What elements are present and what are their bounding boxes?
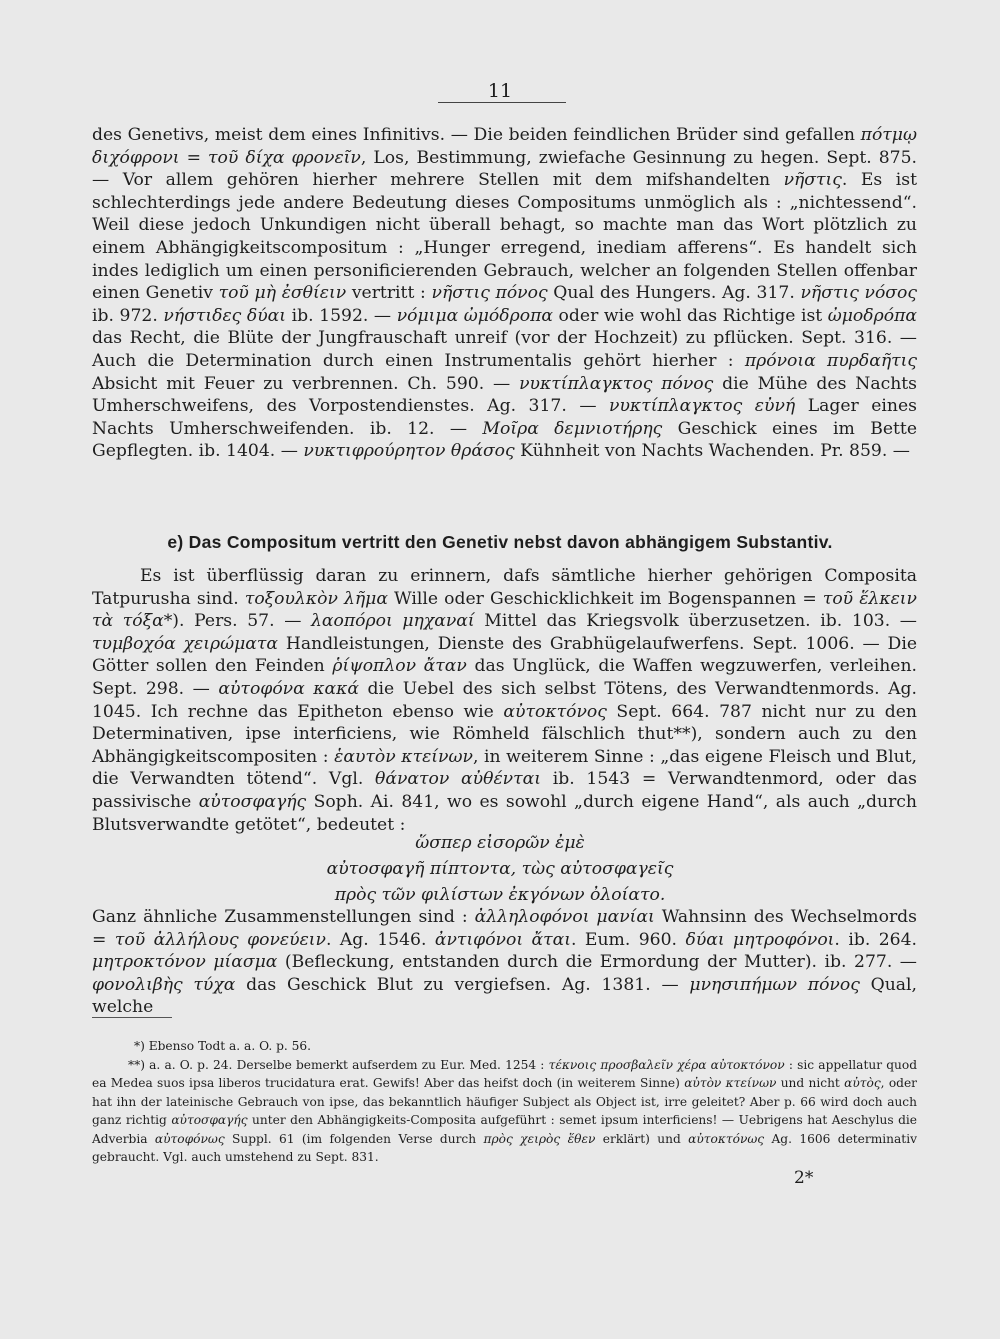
- greek-term: πρὸς χειρὸς ἕθεν: [483, 1131, 596, 1146]
- greek-term: πότμῳ διχόφρονι: [92, 125, 917, 168]
- greek-term: αὐτοσφαγής: [198, 791, 307, 812]
- greek-term: τοῦ ἀλλήλους φονεύειν: [114, 929, 326, 950]
- footnote-2: **) a. a. O. p. 24. Derselbe bemerkt aufserdem zu Eur. Med. 1254 : τέκνοις προσβαλεῖν χέρα αὐτοκτόνον : sic appellatur quod ea Medea suos ipsa liberos trucidatura erat. Gewifs! Aber das heifst doch (in weiterem Sinne) αὐτὸν κτείνων und nicht αὐτὸς, oder hat ihn der lateinische Gebrauch von ipse, das bekanntlich häufiger Subject als Object ist, irre geleitet? Aber p. 66 wird doch auch ganz richtig αὐτοσφαγής unter den Abhängigkeits-Composita aufgeführt : semet ipsum interficiens! — Uebrigens hat Aeschylus die Adverbia αὐτοφόνως Suppl. 61 (im folgenden Verse durch πρὸς χειρὸς ἕθεν erklärt) und αὐτοκτόνως Ag. 1606 determinativ gebraucht. Vgl. auch umstehend zu Sept. 831.: [92, 1058, 918, 1165]
- greek-term: πρόνοια πυρδαῆτις: [744, 350, 917, 371]
- greek-term: νυκτιφρούρητον θράσος: [303, 441, 515, 462]
- greek-term: μητροκτόνον μίασμα: [92, 952, 278, 973]
- footnote-1: *) Ebenso Todt a. a. O. p. 56.: [134, 1039, 312, 1053]
- greek-term: νυκτίπλαγκτος εὐνή: [609, 396, 796, 417]
- paragraph-zusammenstellungen: Ganz ähnliche Zusammenstellungen sind : ἀλληλοφόνοι μανίαι Wahnsinn des Wechselmords = τοῦ ἀλλήλους φονεύειν. Ag. 1546. ἀντιφόνοι ἄται. Eum. 960. δύαι μητροφόνοι. ib. 264. μητροκτόνον μίασμα (Befleckung, entstanden durch die Ermordung der Mutter). ib. 277. — φονολιβὴς τύχα das Geschick Blut zu vergiefsen. Ag. 1381. — μνησιπήμων πόνος Qual, welche: [92, 907, 917, 1018]
- greek-term: αὐτὸς: [844, 1076, 881, 1091]
- greek-term: ἀντιφόνοι ἄται: [434, 929, 572, 950]
- page-number-rule: [438, 102, 566, 103]
- greek-term: αὐτοφόνα κακά: [218, 678, 360, 699]
- greek-term: τοῦ ἕλκειν τὰ τόξα: [92, 588, 917, 632]
- greek-term: τοῦ δίχα φρονεῖν: [208, 147, 361, 168]
- greek-term: λαοπόροι μηχαναί: [311, 611, 475, 632]
- greek-term: αὐτοσφαγής: [171, 1113, 248, 1128]
- paragraph-compositum-genetiv: Es ist überflüssig daran zu erinnern, dafs sämtliche hierher gehörigen Composita Tatpurusha sind. τοξουλκὸν λῆμα Wille oder Geschicklichkeit im Bogenspannen = τοῦ ἕλκειν τὰ τόξα*). Pers. 57. — λαοπόροι μηχαναί Mittel das Kriegsvolk überzusetzen. ib. 103. — τυμβοχόα χειρώματα Handleistungen, Dienste des Grabhügelaufwerfens. Sept. 1006. — Die Götter sollen den Feinden ῥίψοπλον ἄταν das Unglück, die Waffen wegzuwerfen, verleihen. Sept. 298. — αὐτοφόνα κακά die Uebel des sich selbst Tötens, des Verwandtenmords. Ag. 1045. Ich rechne das Epitheton ebenso wie αὐτοκτόνος Sept. 664. 787 nicht nur zu den Determinativen, ipse interficiens, wie Römheld fälschlich thut**), sondern auch zu den Abhängigkeitscompositen : ἑαυτὸν κτείνων, in weiterem Sinne : „das eigene Fleisch und Blut, die Verwandten tötend“. Vgl. θάνατον αὐθένται ib. 1543 = Verwandtenmord, oder das passivische αὐτοσφαγής Soph. Ai. 841, wo es sowohl „durch eigene Hand“, als auch „durch Blutsverwandte getötet“, bedeutet :: [92, 566, 918, 835]
- greek-term: δύαι μητροφόνοι: [685, 929, 835, 950]
- greek-term: φονολιβὴς τύχα: [92, 974, 236, 995]
- greek-term: νῆστις: [783, 170, 842, 191]
- verse-line: αὐτοσφαγῆ πίπτοντα, τὼς αὐτοσφαγεῖς: [326, 859, 674, 879]
- greek-term: τοῦ μὴ ἐσθίειν: [218, 283, 347, 304]
- footnote-rule: [92, 1017, 172, 1018]
- greek-term: τέκνοις προσβαλεῖν χέρα αὐτοκτόνον: [548, 1058, 785, 1072]
- verse-line: πρὸς τῶν φιλίστων ἐκγόνων ὀλοίατο.: [334, 885, 666, 905]
- greek-term: νυκτίπλαγκτος πόνος: [519, 373, 714, 394]
- greek-term: ἑαυτὸν κτείνων: [334, 746, 473, 767]
- greek-term: νήστιδες δύαι: [163, 305, 287, 326]
- paragraph-genetiv-infinitiv: des Genetivs, meist dem eines Infinitivs. — Die beiden feindlichen Brüder sind gefallen πότμῳ διχόφρονι = τοῦ δίχα φρονεῖν, Los, Bestimmung, zwiefache Gesinnung zu hegen. Sept. 875. — Vor allem gehören hierher mehrere Stellen mit dem mifshandelten νῆστις. Es ist schlechterdings jede andere Bedeutung dieses Compositums unmöglich als : „nichtessend“. Weil diese jedoch Unkundigen nicht überall behagt, so machte man das Wort plötzlich zu einem Abhängigkeitscompositum : „Hunger erregend, inediam afferens“. Es handelt sich indes lediglich um einen personificierenden Gebrauch, welcher an folgenden Stellen offenbar einen Genetiv τοῦ μὴ ἐσθίειν vertritt : νῆστις πόνος Qual des Hungers. Ag. 317. νῆστις νόσος ib. 972. νήστιδες δύαι ib. 1592. — νόμιμα ὠμόδροπα oder wie wohl das Richtige ist ὠμοδρόπα das Recht, die Blüte der Jungfrauschaft unreif (vor der Hochzeit) zu pflücken. Sept. 316. — Auch die Determination durch einen Instrumentalis gehört hierher : πρόνοια πυρδαῆτις Absicht mit Feuer zu verbrennen. Ch. 590. — νυκτίπλαγκτος πόνος die Mühe des Nachts Umherschweifens, des Vorpostendienstes. Ag. 317. — νυκτίπλαγκτος εὐνή Lager eines Nachts Umherschweifenden. ib. 12. — Μοῖρα δεμνιοτήρης Geschick eines im Bette Gepflegten. ib. 1404. — νυκτιφρούρητον θράσος Kühnheit von Nachts Wachenden. Pr. 859. —: [92, 125, 917, 462]
- greek-term: νῆστις νόσος: [800, 283, 917, 304]
- verse-quotation: [0, 830, 1000, 908]
- greek-term: ἀλληλοφόνοι μανίαι: [474, 907, 655, 927]
- greek-term: νῆστις πόνος: [431, 283, 548, 304]
- greek-term: αὐτοκτόνως: [688, 1131, 765, 1146]
- greek-term: ὠμοδρόπα: [827, 305, 917, 326]
- greek-term: αὐτοφόνως: [154, 1131, 225, 1146]
- greek-term: αὐτὸν κτείνων: [684, 1076, 777, 1091]
- greek-term: ῥίψοπλον ἄταν: [332, 656, 467, 677]
- greek-term: μνησιπήμων πόνος: [689, 974, 860, 995]
- verse-line: ὥσπερ εἰσορῶν ἐμὲ: [415, 833, 585, 853]
- greek-term: νόμιμα ὠμόδροπα: [396, 305, 553, 326]
- greek-term: θάνατον αὐθένται: [375, 769, 541, 790]
- greek-term: Μοῖρα δεμνιοτήρης: [482, 418, 663, 439]
- section-heading: e) Das Compositum vertritt den Genetiv nebst davon abhängigem Substantiv.: [167, 532, 833, 552]
- greek-term: τυμβοχόα χειρώματα: [92, 633, 279, 654]
- page-number: 11: [487, 80, 513, 102]
- greek-term: τοξουλκὸν λῆμα: [244, 588, 388, 609]
- greek-term: αὐτοκτόνος: [503, 701, 607, 722]
- printer-signature: 2*: [794, 1168, 814, 1188]
